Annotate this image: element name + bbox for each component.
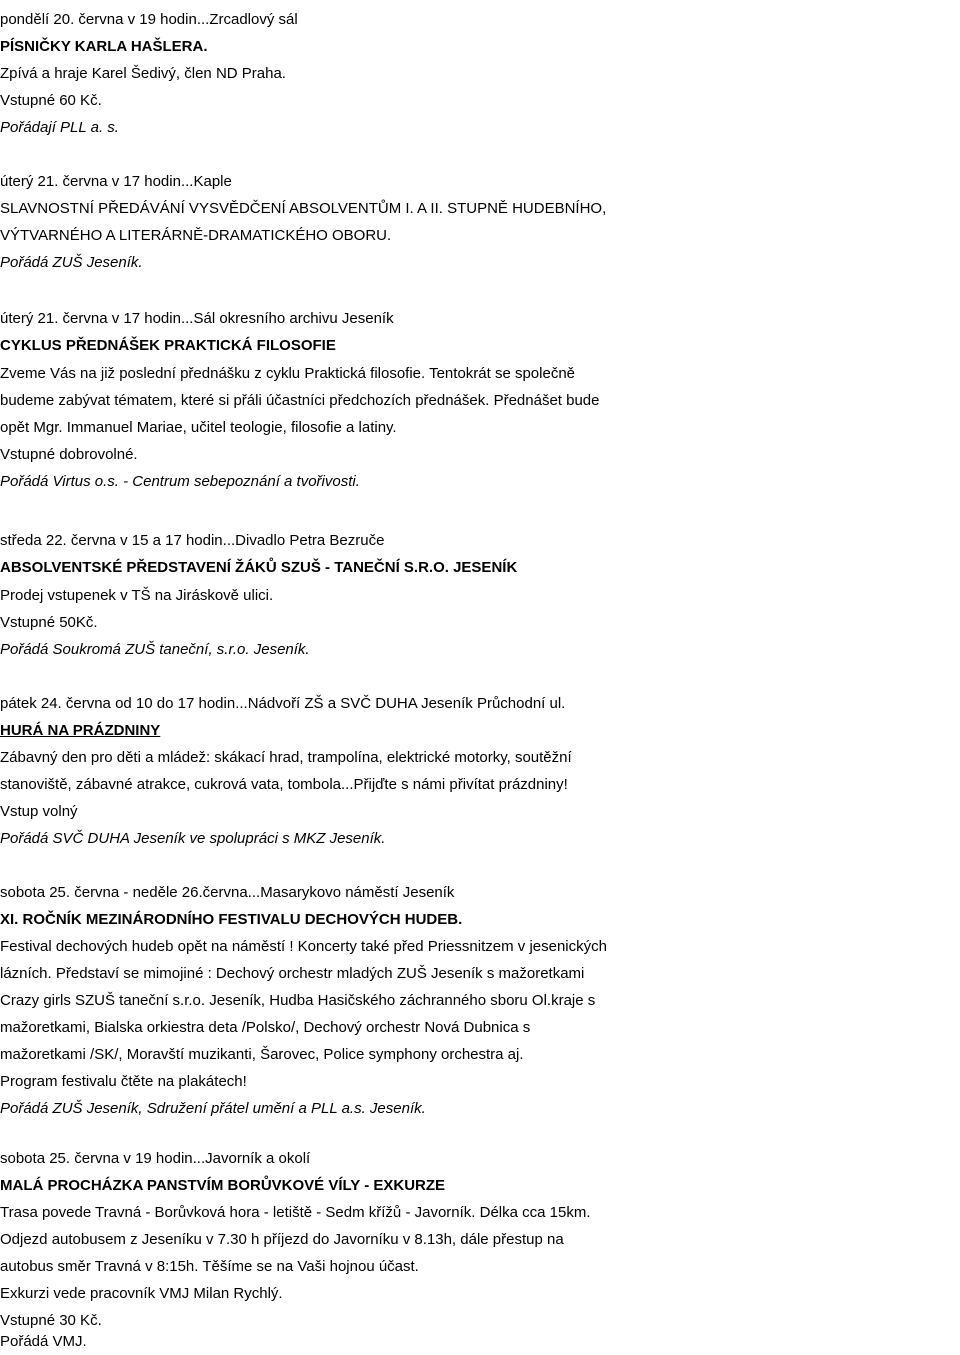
- event-date: středa 22. června v 15 a 17 hodin: [0, 532, 223, 549]
- event-text-line: Zábavný den pro děti a mládež: skákací hrad, trampolína, elektrické motorky, soutěžní: [0, 749, 572, 766]
- event-date: pondělí 20. června v 19 hodin: [0, 11, 197, 28]
- event-organizer: Pořádá SVČ DUHA Jeseník ve spolupráci s MKZ Jeseník.: [0, 830, 386, 847]
- event-venue: Sál okresního archivu Jeseník: [193, 310, 394, 327]
- event-organizer: Pořádá ZUŠ Jeseník, Sdružení přátel umění a PLL a.s. Jeseník.: [0, 1100, 426, 1117]
- event-title: HURÁ NA PRÁZDNINY: [0, 722, 161, 739]
- event-text-line: Program festivalu čtěte na plakátech!: [0, 1073, 247, 1090]
- event-text-line: opět Mgr. Immanuel Mariae, učitel teologie, filosofie a latiny.: [0, 419, 397, 436]
- event-text-line: stanoviště, zábavné atrakce, cukrová vata, tombola...Přijďte s námi přivítat prázdniny!: [0, 776, 568, 793]
- event-date: sobota 25. června v 19 hodin: [0, 1150, 193, 1167]
- leader-dots: ...: [235, 695, 248, 712]
- event-text-line: budeme zabývat tématem, které si přáli účastníci předchozích přednášek. Přednášet bude: [0, 392, 600, 409]
- event-6-header: [0, 879, 960, 906]
- event-title: MALÁ PROCHÁZKA PANSTVÍM BORŮVKOVÉ VÍLY - EXKURZE: [0, 1177, 446, 1194]
- leader-dots: ...: [247, 884, 261, 901]
- event-venue: Kaple: [193, 173, 232, 190]
- event-venue: Javorník a okolí: [205, 1150, 311, 1167]
- event-date: úterý 21. června v 17 hodin: [0, 310, 181, 327]
- event-title-line: SLAVNOSTNÍ PŘEDÁVÁNÍ VYSVĚDČENÍ ABSOLVENTŮM I. A II. STUPNĚ HUDEBNÍHO,: [0, 200, 607, 217]
- event-3-header: [0, 305, 960, 332]
- leader-dots: ...: [192, 1150, 206, 1167]
- leader-dots: ...: [196, 11, 210, 28]
- event-date: sobota 25. června - neděle 26.června: [0, 884, 248, 901]
- event-text-line: Odjezd autobusem z Jeseníku v 7.30 h příjezd do Javorníku v 8.13h, dále přestup na: [0, 1231, 564, 1248]
- event-organizer: Pořádají PLL a. s.: [0, 119, 119, 136]
- event-organizer: Pořádá Virtus o.s. - Centrum sebepoznání a tvořivosti.: [0, 473, 360, 490]
- event-venue: Zrcadlový sál: [209, 11, 298, 28]
- event-organizer: Pořádá ZUŠ Jeseník.: [0, 254, 143, 271]
- leader-dots: ...: [180, 173, 194, 190]
- event-venue: Masarykovo náměstí Jeseník: [260, 884, 455, 901]
- event-text-line: Vstupné 50Kč.: [0, 614, 98, 631]
- event-title-line: VÝTVARNÉHO A LITERÁRNĚ-DRAMATICKÉHO OBORU.: [0, 227, 392, 244]
- event-text-line: Vstupné 30 Kč.: [0, 1312, 102, 1329]
- event-4-header: [0, 527, 960, 554]
- event-text-line: Zveme Vás na již poslední přednášku z cyklu Praktická filosofie. Tentokrát se společně: [0, 365, 576, 382]
- event-date: úterý 21. června v 17 hodin: [0, 173, 181, 190]
- event-7-header: [0, 1145, 960, 1172]
- event-text-line: Crazy girls SZUŠ taneční s.r.o. Jeseník, Hudba Hasičského záchranného sboru Ol.kraje s: [0, 992, 596, 1009]
- event-text-line: Vstupné dobrovolné.: [0, 446, 138, 463]
- event-text-line: lázních. Představí se mimojiné : Dechový orchestr mladých ZUŠ Jeseník s mažoretkami: [0, 965, 585, 982]
- event-text-line: autobus směr Travná v 8:15h. Těšíme se na Vaši hojnou účast.: [0, 1258, 419, 1275]
- event-title: ABSOLVENTSKÉ PŘEDSTAVENÍ ŽÁKŮ SZUŠ - TANEČNÍ S.R.O. JESENÍK: [0, 559, 518, 576]
- event-text-line: Prodej vstupenek v TŠ na Jiráskově ulici.: [0, 587, 274, 604]
- event-1-header: [0, 6, 960, 33]
- leader-dots: ...: [222, 532, 236, 549]
- event-text-line: Zpívá a hraje Karel Šedivý, člen ND Praha.: [0, 65, 286, 82]
- event-text-line: Vstupné 60 Kč.: [0, 92, 102, 109]
- event-2-header: [0, 168, 960, 195]
- event-text-line: Trasa povede Travná - Borůvková hora - letiště - Sedm křížů - Javorník. Délka cca 15km.: [0, 1204, 591, 1221]
- event-text-line: Pořádá VMJ.: [0, 1333, 87, 1350]
- event-venue: Divadlo Petra Bezruče: [235, 532, 385, 549]
- leader-dots: ...: [180, 310, 194, 327]
- event-venue: Nádvoří ZŠ a SVČ DUHA Jeseník Průchodní ul.: [247, 695, 566, 712]
- event-title: PÍSNIČKY KARLA HAŠLERA.: [0, 38, 208, 55]
- event-text-line: mažoretkami, Bialska orkiestra deta /Polsko/, Dechový orchestr Nová Dubnica s: [0, 1019, 531, 1036]
- event-text-line: Exkurzi vede pracovník VMJ Milan Rychlý.: [0, 1285, 283, 1302]
- event-title: XI. ROČNÍK MEZINÁRODNÍHO FESTIVALU DECHOVÝCH HUDEB.: [0, 911, 463, 928]
- event-text-line: mažoretkami /SK/, Moravští muzikanti, Šarovec, Police symphony orchestra aj.: [0, 1046, 524, 1063]
- event-5-header: [0, 690, 960, 717]
- event-organizer: Pořádá Soukromá ZUŠ taneční, s.r.o. Jeseník.: [0, 641, 310, 658]
- event-text-line: Vstup volný: [0, 803, 78, 820]
- event-date: pátek 24. června od 10 do 17 hodin: [0, 695, 236, 712]
- event-text-line: Festival dechových hudeb opět na náměstí ! Koncerty také před Priessnitzem v jesenických: [0, 938, 607, 955]
- event-title: CYKLUS PŘEDNÁŠEK PRAKTICKÁ FILOSOFIE: [0, 337, 336, 354]
